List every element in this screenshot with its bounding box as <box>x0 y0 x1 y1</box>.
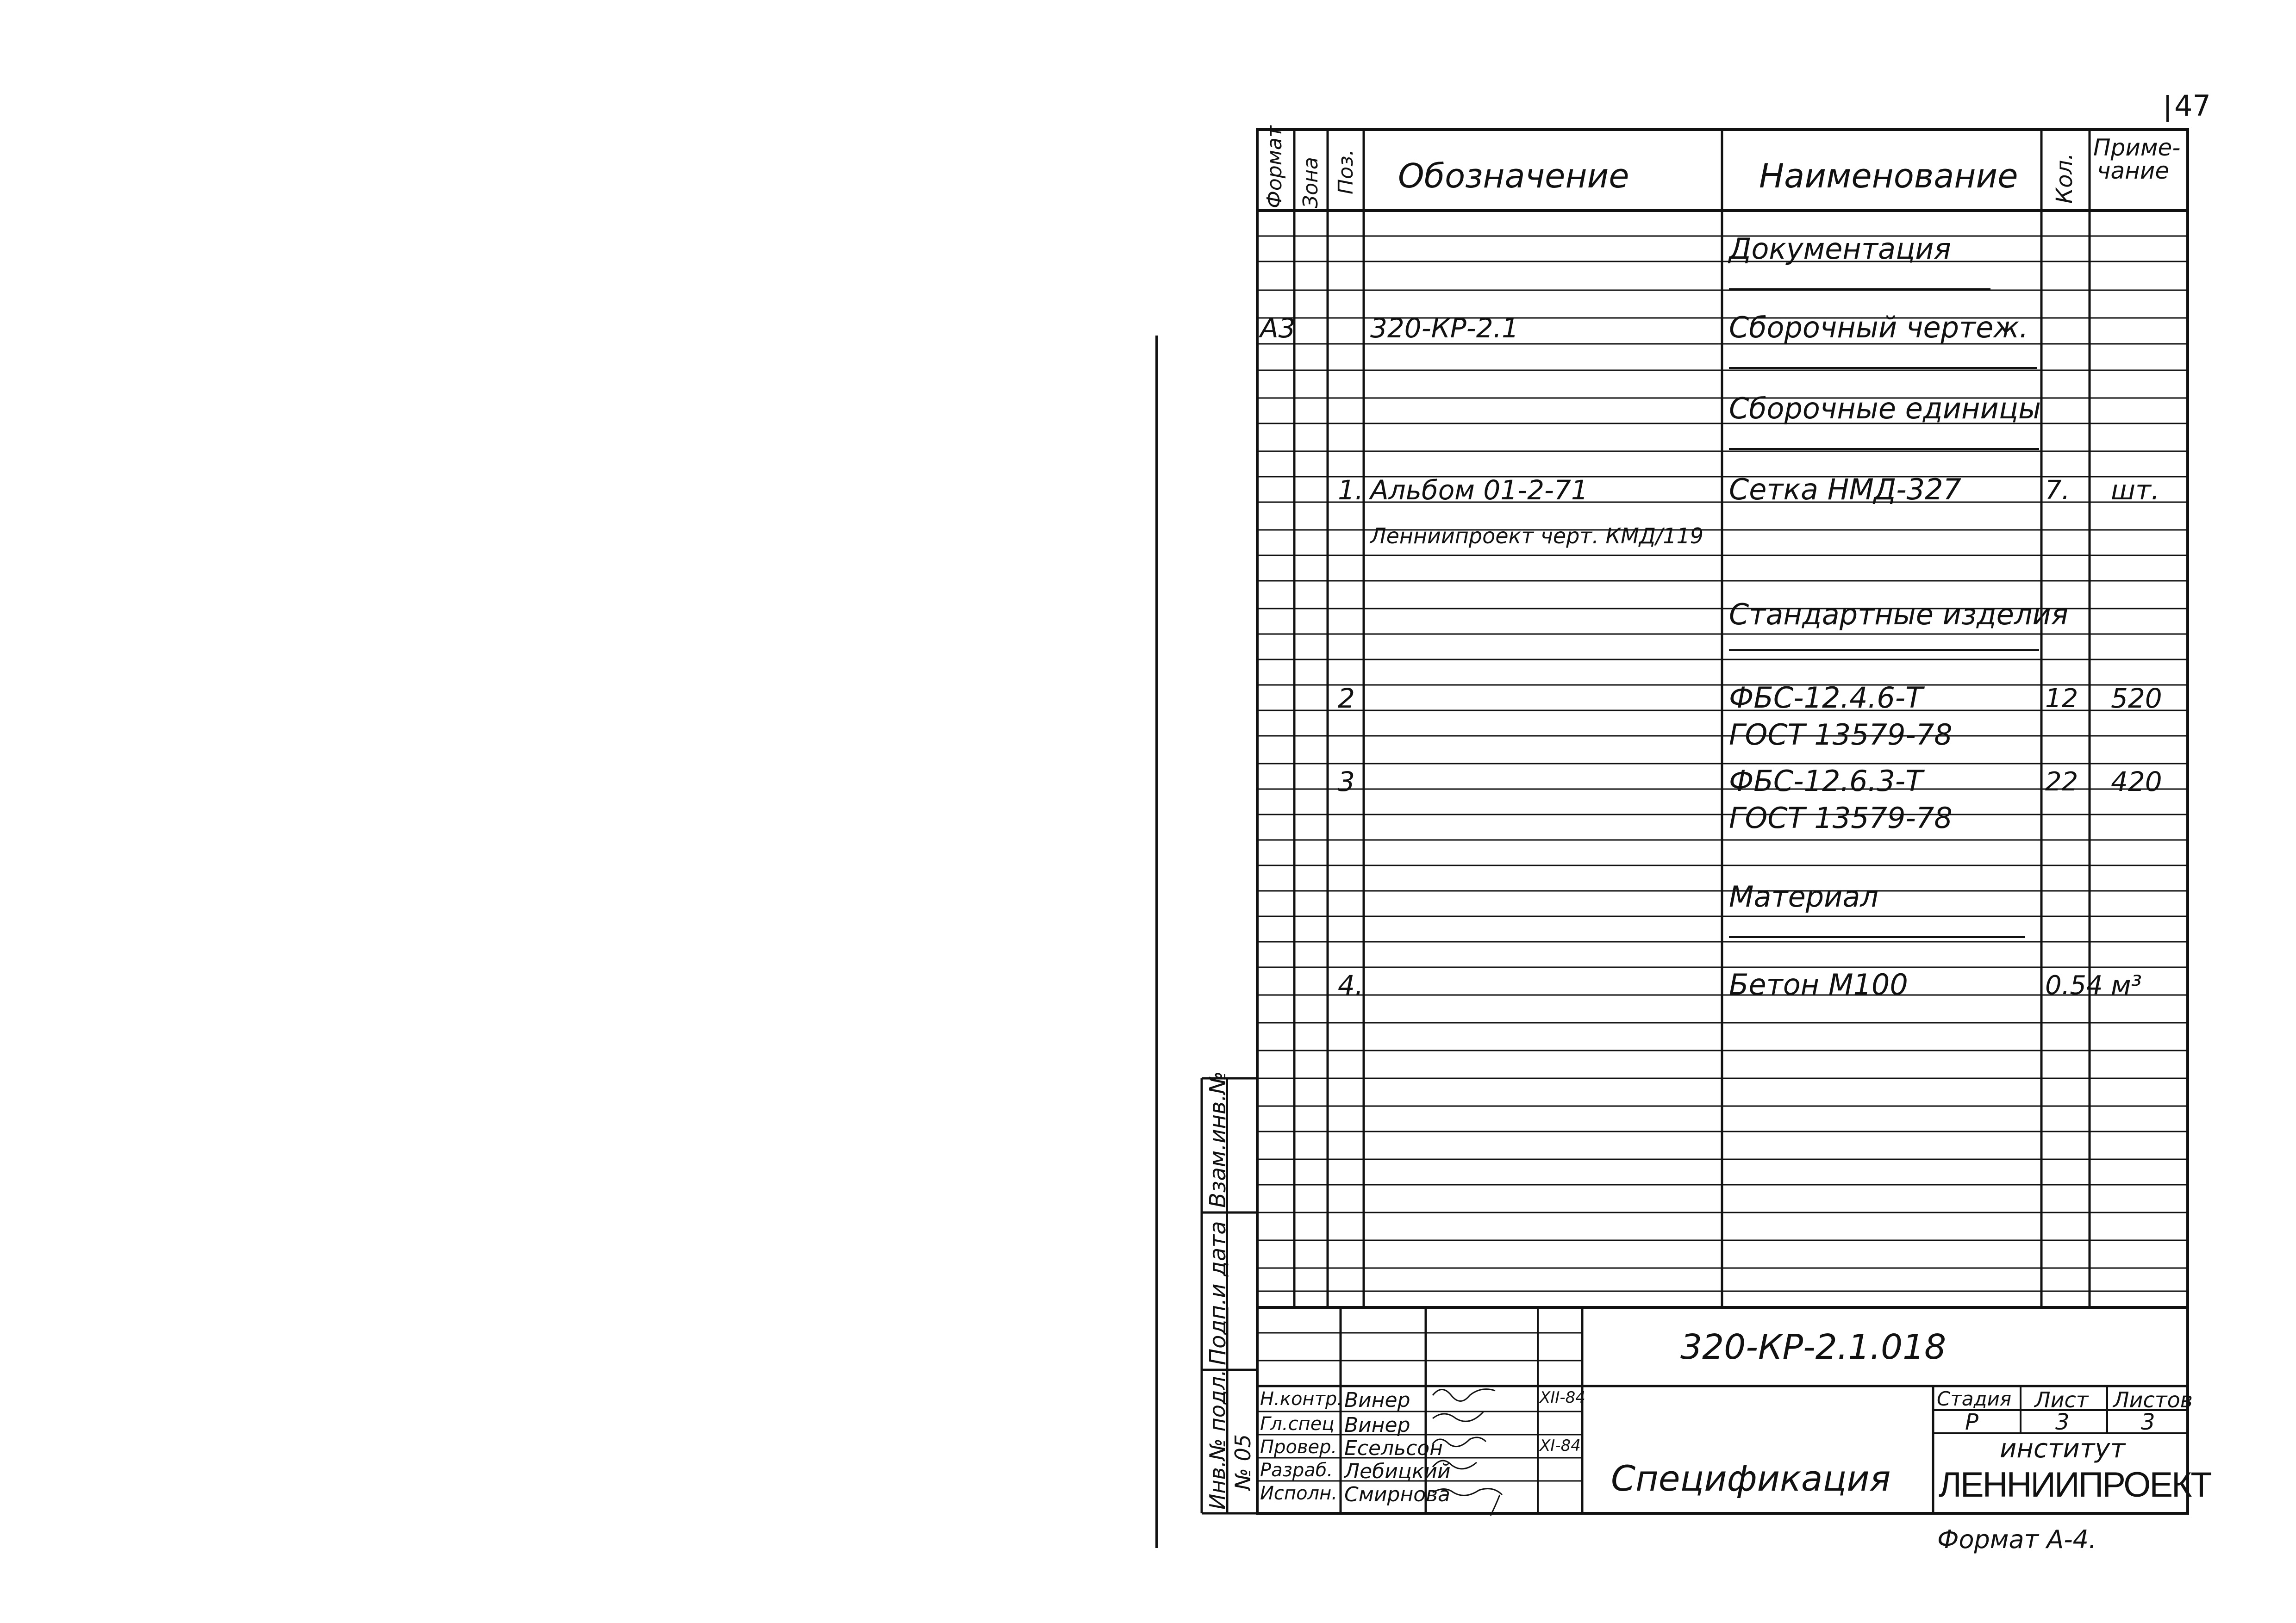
row-qty: 0.54 <box>2045 970 2103 1001</box>
header-designation: Обозначение <box>1398 156 1629 195</box>
row-name: Сетка НМД-327 <box>1729 473 1961 507</box>
row-qty: 7. <box>2045 475 2070 505</box>
side-label-vzam-inv: Взам.инв.№ <box>1205 1071 1231 1208</box>
row-pos: 2 <box>1338 682 1355 714</box>
header-pos: Поз. <box>1334 149 1358 194</box>
stamp-stage: Р <box>1965 1409 1978 1435</box>
stamp-sheets-label: Листов <box>2113 1387 2193 1412</box>
row-format: А3 <box>1260 312 1296 344</box>
stamp-name: Лебицкий <box>1344 1460 1451 1483</box>
row-name: Сборочные единицы <box>1729 392 2041 426</box>
row-designation: Альбом 01-2-71 <box>1370 474 1588 506</box>
stamp-sheet: 3 <box>2055 1409 2070 1435</box>
header-format: Формат <box>1263 125 1286 208</box>
stamp-sheets: 3 <box>2141 1409 2155 1435</box>
stamp-name: Есельсон <box>1344 1436 1443 1460</box>
stamp-sheet-label: Лист <box>2034 1387 2089 1412</box>
row-pos: 3 <box>1338 765 1355 797</box>
header-zone: Зона <box>1299 157 1323 208</box>
row-name: Стандартные изделия <box>1729 597 2069 632</box>
row-name: ФБС-12.6.3-Т <box>1729 764 1923 798</box>
row-name: Сборочный чертеж. <box>1729 311 2028 345</box>
row-name: ГОСТ 13579-78 <box>1729 718 1953 752</box>
side-label-inv-podl: Инв.№ подл. <box>1205 1369 1230 1510</box>
header-note-line1: Приме- <box>2093 134 2181 161</box>
format-note: Формат А-4. <box>1937 1525 2097 1554</box>
stamp-date: XII-84 <box>1540 1388 1585 1407</box>
stamp-doc-code: 320-КР-2.1.018 <box>1680 1327 1947 1367</box>
header-note-line2: чание <box>2097 157 2170 184</box>
row-designation: 320-КР-2.1 <box>1370 312 1519 344</box>
side-label-podp-data: Подп.и дата <box>1205 1221 1231 1365</box>
stamp-role: Разраб. <box>1260 1460 1333 1481</box>
stamp-name: Смирнова <box>1344 1483 1451 1506</box>
stamp-title: Спецификация <box>1611 1458 1891 1499</box>
stamp-name: Винер <box>1344 1388 1410 1412</box>
stamp-name: Винер <box>1344 1413 1410 1437</box>
row-note: шт. <box>2111 474 2160 506</box>
stamp-role: Н.контр. <box>1260 1388 1343 1410</box>
row-pos: 1. <box>1338 474 1364 506</box>
row-name: ФБС-12.4.6-Т <box>1729 681 1923 715</box>
row-name: ГОСТ 13579-78 <box>1729 801 1953 835</box>
row-note: м³ <box>2111 969 2142 1001</box>
side-label-inv-value: № 05 <box>1230 1434 1255 1490</box>
row-name: Документация <box>1729 232 1951 266</box>
row-qty: 22 <box>2045 766 2078 797</box>
stamp-role: Гл.спец <box>1260 1413 1335 1435</box>
stamp-institute: ЛЕННИИПРОЕКТ <box>1939 1465 2211 1505</box>
stamp-institute-label: институт <box>2000 1434 2126 1464</box>
row-name: Бетон М100 <box>1729 968 1908 1002</box>
stamp-date: XI-84 <box>1540 1436 1581 1455</box>
page-number: 47 <box>2174 89 2211 123</box>
row-pos: 4. <box>1338 969 1364 1001</box>
stamp-role: Провер. <box>1260 1436 1337 1458</box>
row-designation: Ленниипроект черт. КМД/119 <box>1370 523 1704 549</box>
row-name: Материал <box>1729 880 1879 914</box>
header-name: Наименование <box>1759 156 2018 195</box>
stamp-role: Исполн. <box>1260 1483 1337 1504</box>
row-qty: 12 <box>2045 683 2078 714</box>
stamp-stage-label: Стадия <box>1937 1387 2012 1410</box>
header-qty: Кол. <box>2052 153 2078 204</box>
row-note: 520 <box>2111 682 2162 714</box>
row-note: 420 <box>2111 765 2162 797</box>
